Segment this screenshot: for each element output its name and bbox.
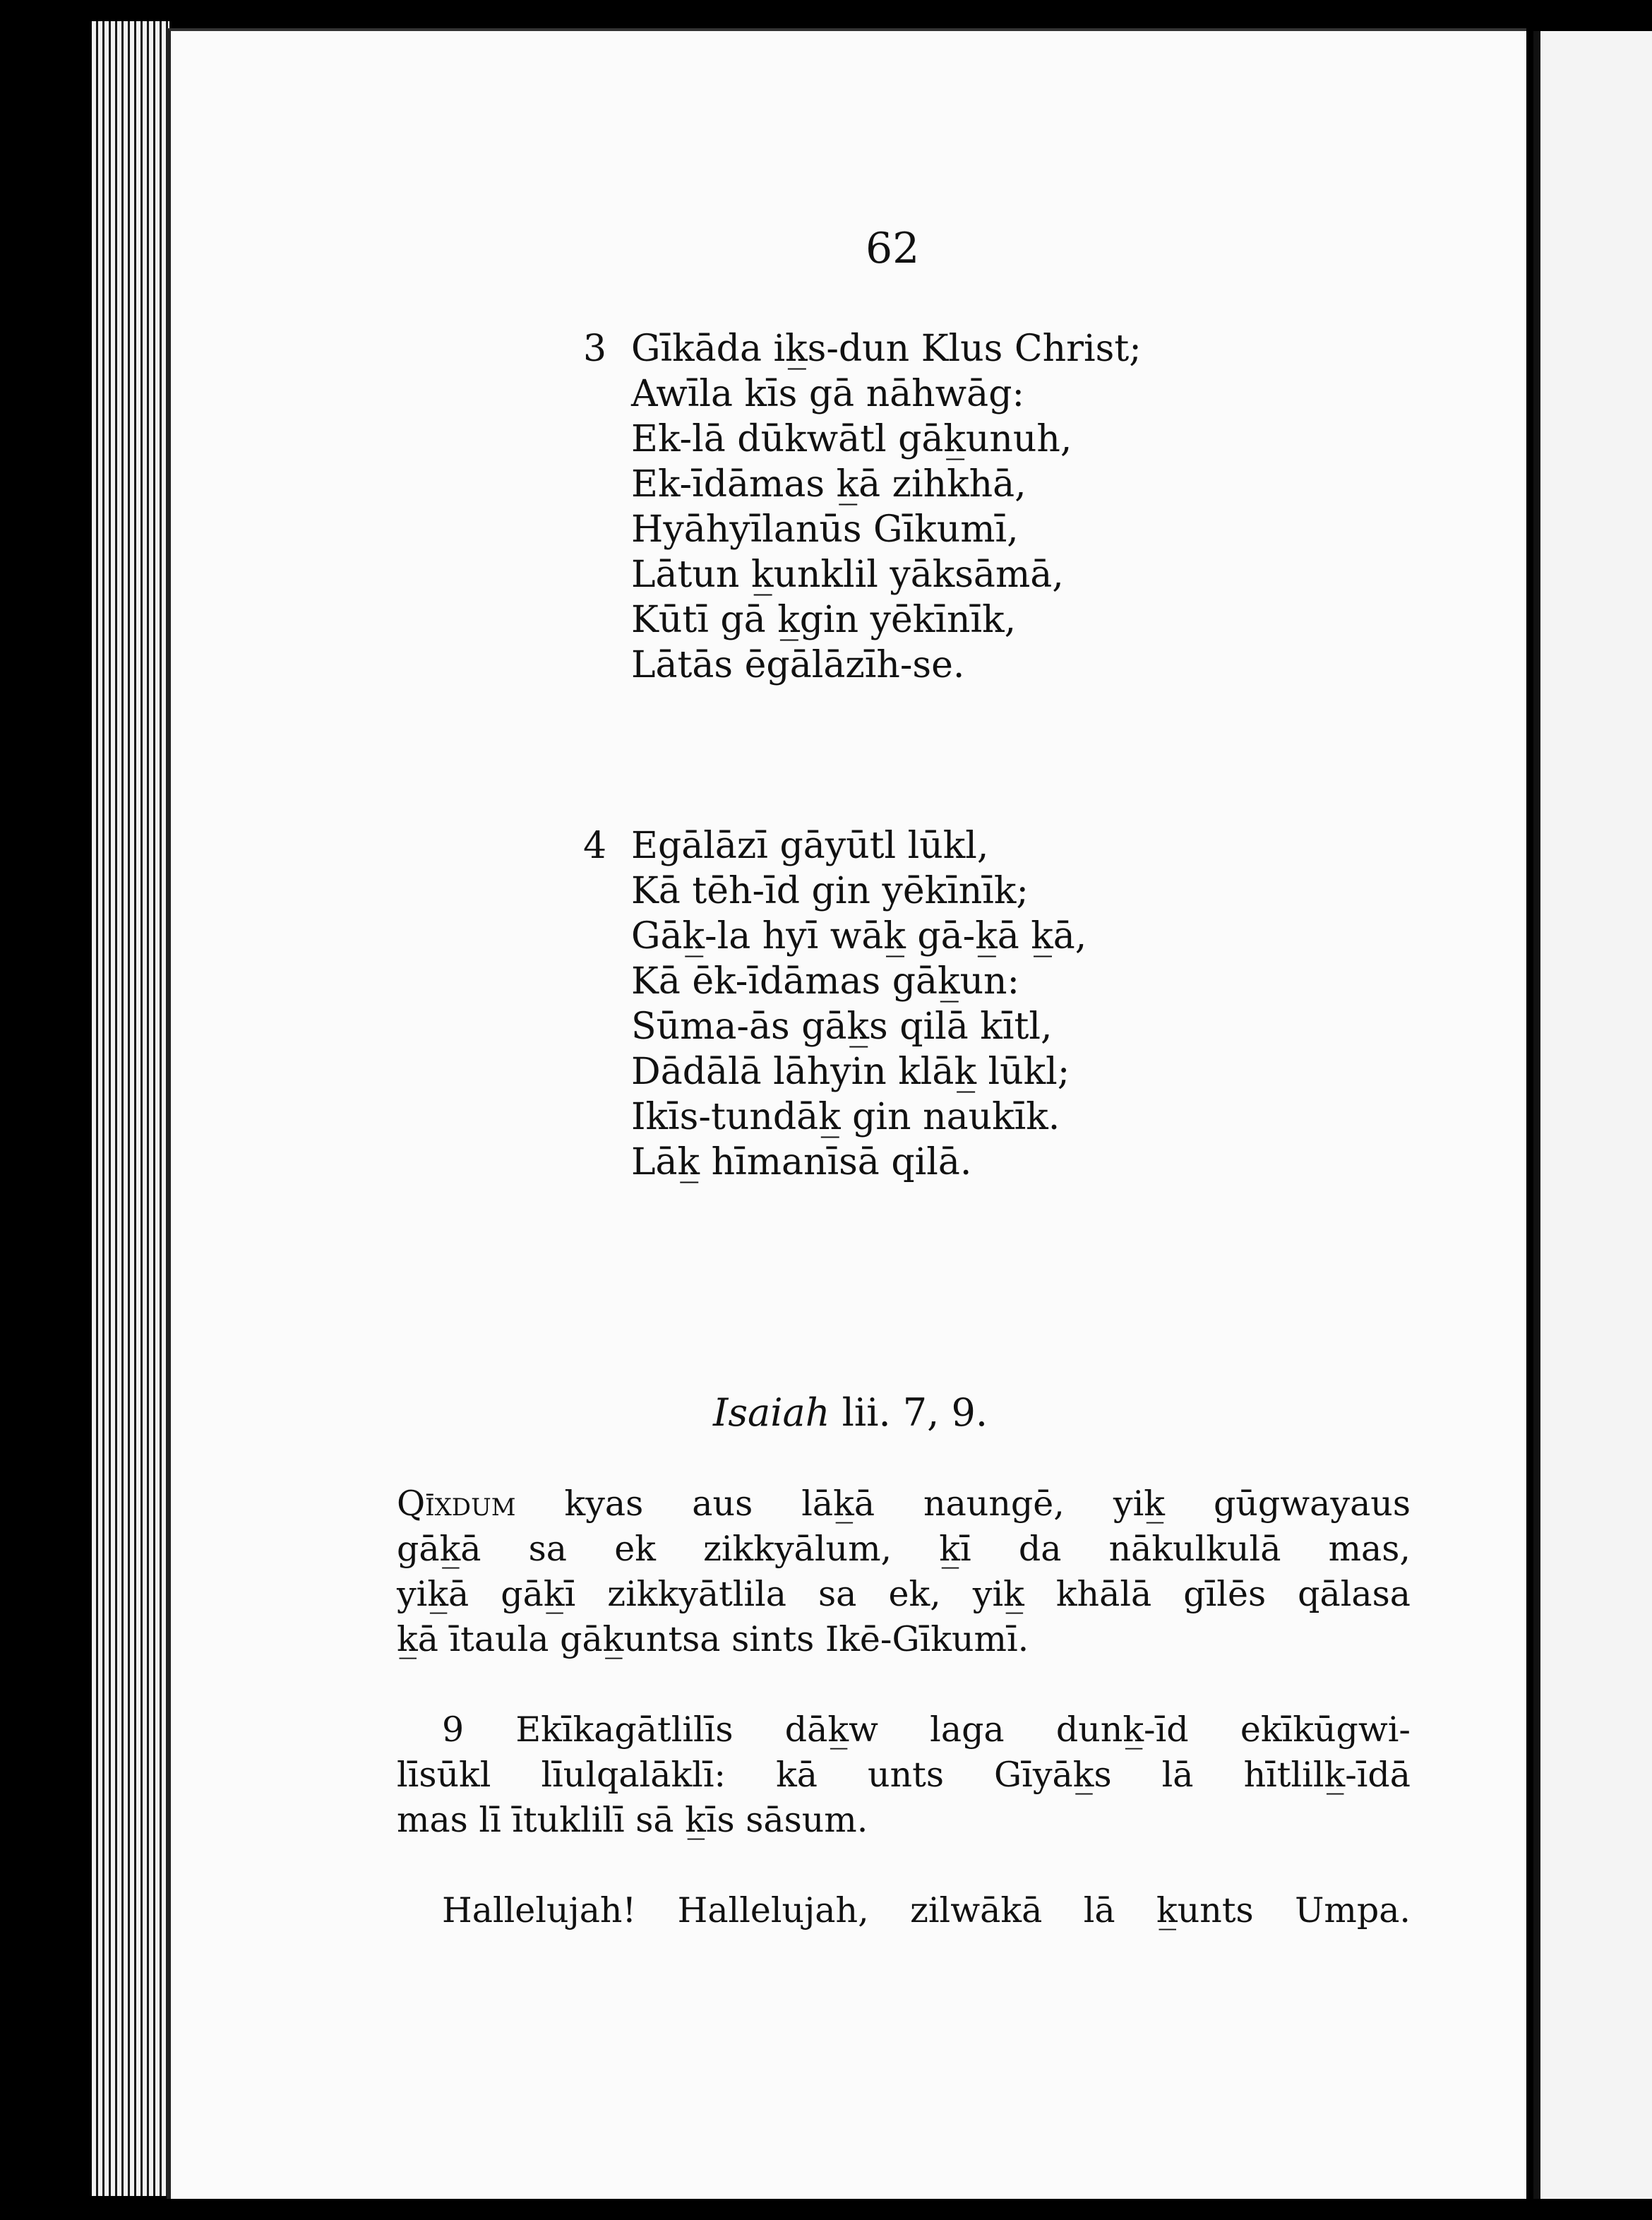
prose-line: k̲ā ītaula gāk̲untsa sints Ikē-Gīkumī.: [397, 1619, 1029, 1659]
scripture-chapter-verse: lii. 7, 9.: [830, 1390, 988, 1435]
hymn-stanza-3: [583, 326, 1142, 688]
verse-9-paragraph: [397, 1707, 1411, 1843]
stanza-line: Gīkāda ik̲s-dun Klus Christ;: [631, 328, 1142, 370]
prose-line: Hallelujah! Hallelujah, zilwākā lā k̲unts Umpa.: [442, 1890, 1411, 1930]
stanza-line: Hyāhyīlanūs Gīkumī,: [631, 508, 1019, 551]
stanza-line: Kūtī gā k̲gin yēkīnīk,: [631, 599, 1017, 641]
prose-line: mas lī ītuklilī sā k̲īs sāsum.: [397, 1800, 868, 1840]
stanza-line: Gāk̲-la hyī wāk̲ gā-k̲ā k̲ā,: [631, 915, 1087, 957]
hallelujah-line: [397, 1888, 1411, 1933]
facing-page-edge: [1533, 31, 1652, 2199]
stanza-line: Kā ēk-īdāmas gāk̲un:: [631, 960, 1020, 1003]
prose-line: [397, 1481, 1411, 1527]
prose-line: yik̲ā gāk̲ī zikkyātlila sa ek, yik̲ khālā gīlēs qālasa: [397, 1574, 1411, 1614]
stanza-line: Lāk̲ hīmanīsā qilā.: [631, 1141, 972, 1183]
stanza-line: Egālāzī gāyūtl lūkl,: [631, 825, 989, 867]
page-number: 62: [866, 224, 920, 273]
stanza-number: 3: [583, 328, 607, 370]
stanza-number: 4: [583, 825, 607, 867]
stanza-line: Dādālā lāhyin klāk̲ lūkl;: [631, 1051, 1070, 1093]
drop-word: Qīxdum: [397, 1484, 516, 1524]
verse-7-paragraph: [397, 1481, 1411, 1662]
stanza-line: Kā tēh-īd gin yēkīnīk;: [631, 870, 1029, 912]
stanza-line: Sūma-ās gāk̲s qilā kītl,: [631, 1005, 1053, 1048]
stanza-line: Lātun k̲unklil yāksāmā,: [631, 554, 1064, 596]
scripture-book: Isaiah: [713, 1390, 830, 1435]
stanza-line: Lātās ēgālāzīh-se.: [631, 644, 965, 686]
prose-line: 9 Ekīkagātlilīs dāk̲w laga dunk̲-īd ekīkūgwi-: [442, 1709, 1411, 1750]
prose-line-text: kyas aus lāk̲ā naungē, yik̲ gūgwayaus: [515, 1484, 1411, 1524]
book-page-edges: [92, 21, 169, 2196]
scripture-reference: [713, 1390, 988, 1436]
hymn-stanza-4: [583, 823, 1087, 1185]
prose-line: gāk̲ā sa ek zikkyālum, k̲ī da nākulkulā mas,: [397, 1529, 1411, 1569]
stanza-line: Ek-īdāmas k̲ā zihkhā,: [631, 463, 1026, 506]
prose-line: līsūkl līulqalāklī: kā unts Gīyāk̲s lā hītlilk̲-īdā: [397, 1755, 1411, 1795]
stanza-line: Ek-lā dūkwātl gāk̲unuh,: [631, 418, 1072, 460]
stanza-line: Ikīs-tundāk̲ gin naukīk.: [631, 1096, 1060, 1138]
stanza-line: Awīla kīs gā nāhwāg:: [631, 373, 1024, 415]
